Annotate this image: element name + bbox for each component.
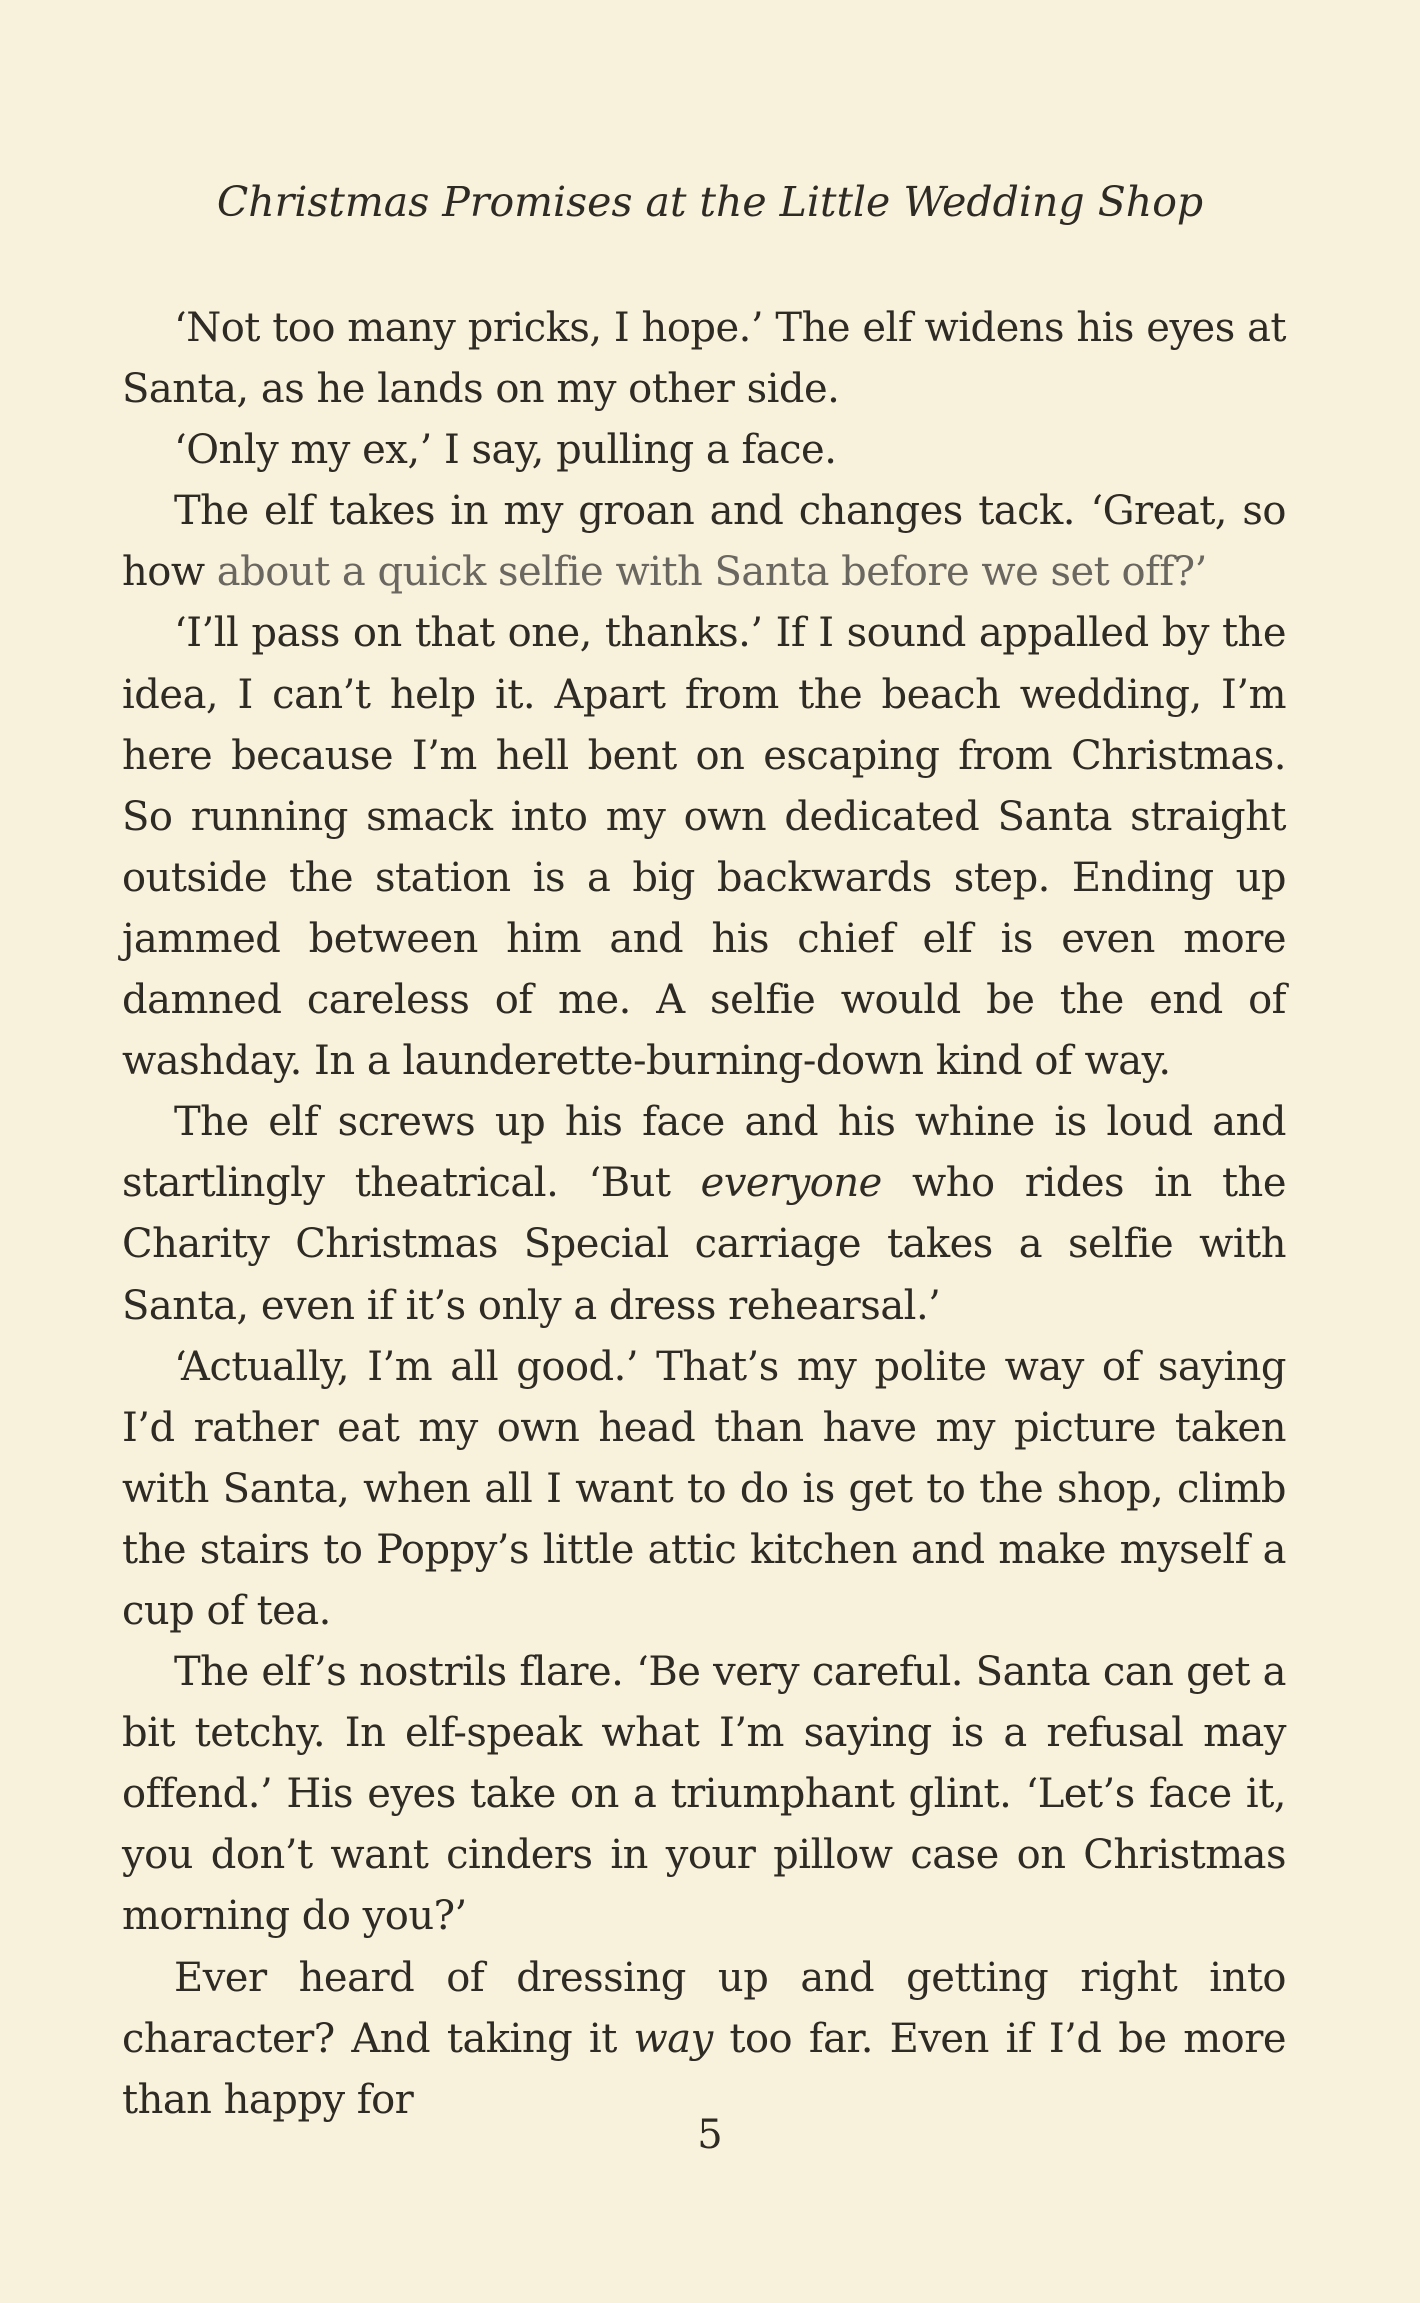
paragraph-text: The elf screws up his face and his whine is loud and startlingly theatrical. ‘But: [122, 1099, 1286, 1207]
paragraph: [122, 1092, 1286, 1336]
paragraph: [122, 1337, 1286, 1642]
paragraph-text: too far. Even if I’d be more than happy for: [122, 2015, 1286, 2123]
paragraph-text: ‘I’ll pass on that one, thanks.’ If I sound appalled by the idea, I can’t help it. Apart from the beach wedding, I’m here because I’m hell bent on escaping from Christmas. So running smack into my own dedicated Santa straight outside the station is a big backwards step. Ending up jammed between him and his chief elf is even more damned careless of me. A selfie would be the end of washday. In a launderette-burning-down kind of way.: [122, 610, 1286, 1085]
paragraph-text: ‘Only my ex,’ I say, pulling a face.: [174, 427, 837, 474]
page-number: 5: [697, 2112, 723, 2158]
paragraph-text: who rides in the Charity Christmas Special carriage takes a selfie with Santa, even if it’s only a dress rehearsal.’: [122, 1160, 1286, 1329]
paragraph: [122, 420, 1286, 481]
paragraph: [122, 1948, 1286, 2131]
body-text: [122, 298, 1286, 2131]
emphasis: way: [633, 2015, 713, 2062]
paragraph-text: The elf takes in my groan and changes tack. ‘Great, so how: [122, 488, 1286, 596]
paragraph: [122, 481, 1286, 603]
paragraph-text: ‘Actually, I’m all good.’ That’s my polite way of saying I’d rather eat my own head than have my picture taken with Santa, when all I want to do is get to the shop, climb the stairs to Poppy’s little attic kitchen and make myself a cup of tea.: [122, 1343, 1286, 1634]
paragraph: [122, 603, 1286, 1092]
paragraph-text: Ever heard of dressing up and getting right into character? And taking it: [122, 1954, 1286, 2062]
paragraph-text-faded: about a quick selfie with Santa before we set off?’: [216, 549, 1207, 596]
paragraph: [122, 1642, 1286, 1947]
running-head: Christmas Promises at the Little Wedding Shop: [216, 178, 1204, 226]
paragraph: [122, 298, 1286, 420]
paragraph-text: ‘Not too many pricks, I hope.’ The elf widens his eyes at Santa, as he lands on my other side.: [122, 305, 1286, 413]
paragraph-text: The elf’s nostrils flare. ‘Be very careful. Santa can get a bit tetchy. In elf-speak what I’m saying is a refusal may offend.’ His eyes take on a triumphant glint. ‘Let’s face it, you don’t want cinders in your pillow case on Christmas morning do you?’: [122, 1649, 1286, 1940]
emphasis: everyone: [700, 1160, 882, 1207]
